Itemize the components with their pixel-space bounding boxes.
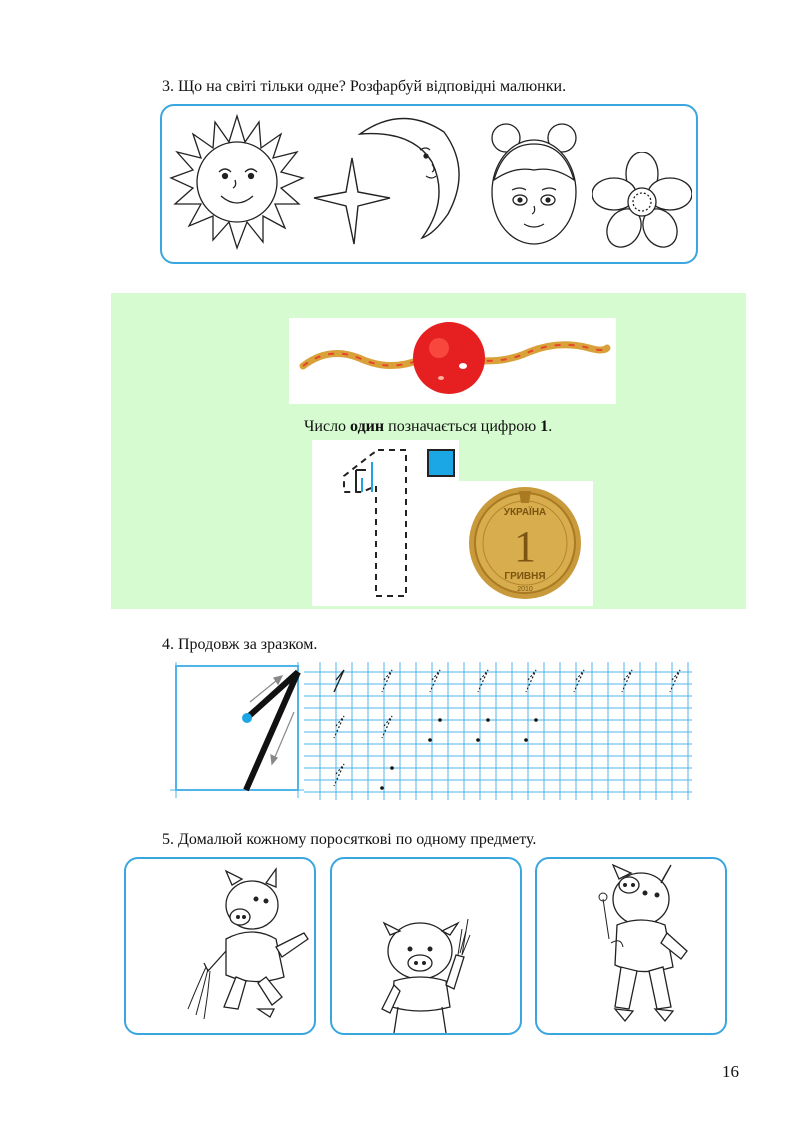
coin-value: 1 (514, 522, 536, 571)
flower-picture[interactable] (592, 152, 692, 252)
coin-year: 2010 (517, 586, 533, 593)
copy-grid[interactable] (304, 662, 692, 800)
piglet-waving (332, 859, 520, 1033)
task4-title: 4. Продовж за зразком. (162, 636, 318, 653)
girl-picture[interactable] (484, 114, 584, 254)
sun-picture[interactable] (167, 112, 307, 252)
coin-image (459, 481, 593, 606)
number-one-caption: Число один позначається цифрою 1. (304, 418, 553, 435)
bead-on-string-image (289, 318, 616, 404)
piglet-frame-2[interactable] (330, 857, 522, 1035)
coin-top-text: УКРАЇНА (503, 507, 547, 518)
sample-digit-box (170, 662, 304, 798)
task3-pictures-frame (160, 104, 698, 264)
coin-bottom-text: ГРИВНЯ (504, 571, 546, 582)
piglet-dancing (126, 859, 314, 1033)
one-square (427, 449, 455, 477)
task3-title: 3. Що на світі тільки одне? Розфарбуй відповідні малюнки. (162, 78, 567, 95)
piglet-frame-1[interactable] (124, 857, 316, 1035)
piglet-frame-3[interactable] (535, 857, 727, 1035)
task5-title: 5. Домалюй кожному поросяткові по одному предмету. (162, 831, 537, 848)
piglet-with-flower (537, 859, 725, 1033)
page-number: 16 (722, 1062, 739, 1081)
moon-picture[interactable] (352, 110, 472, 240)
